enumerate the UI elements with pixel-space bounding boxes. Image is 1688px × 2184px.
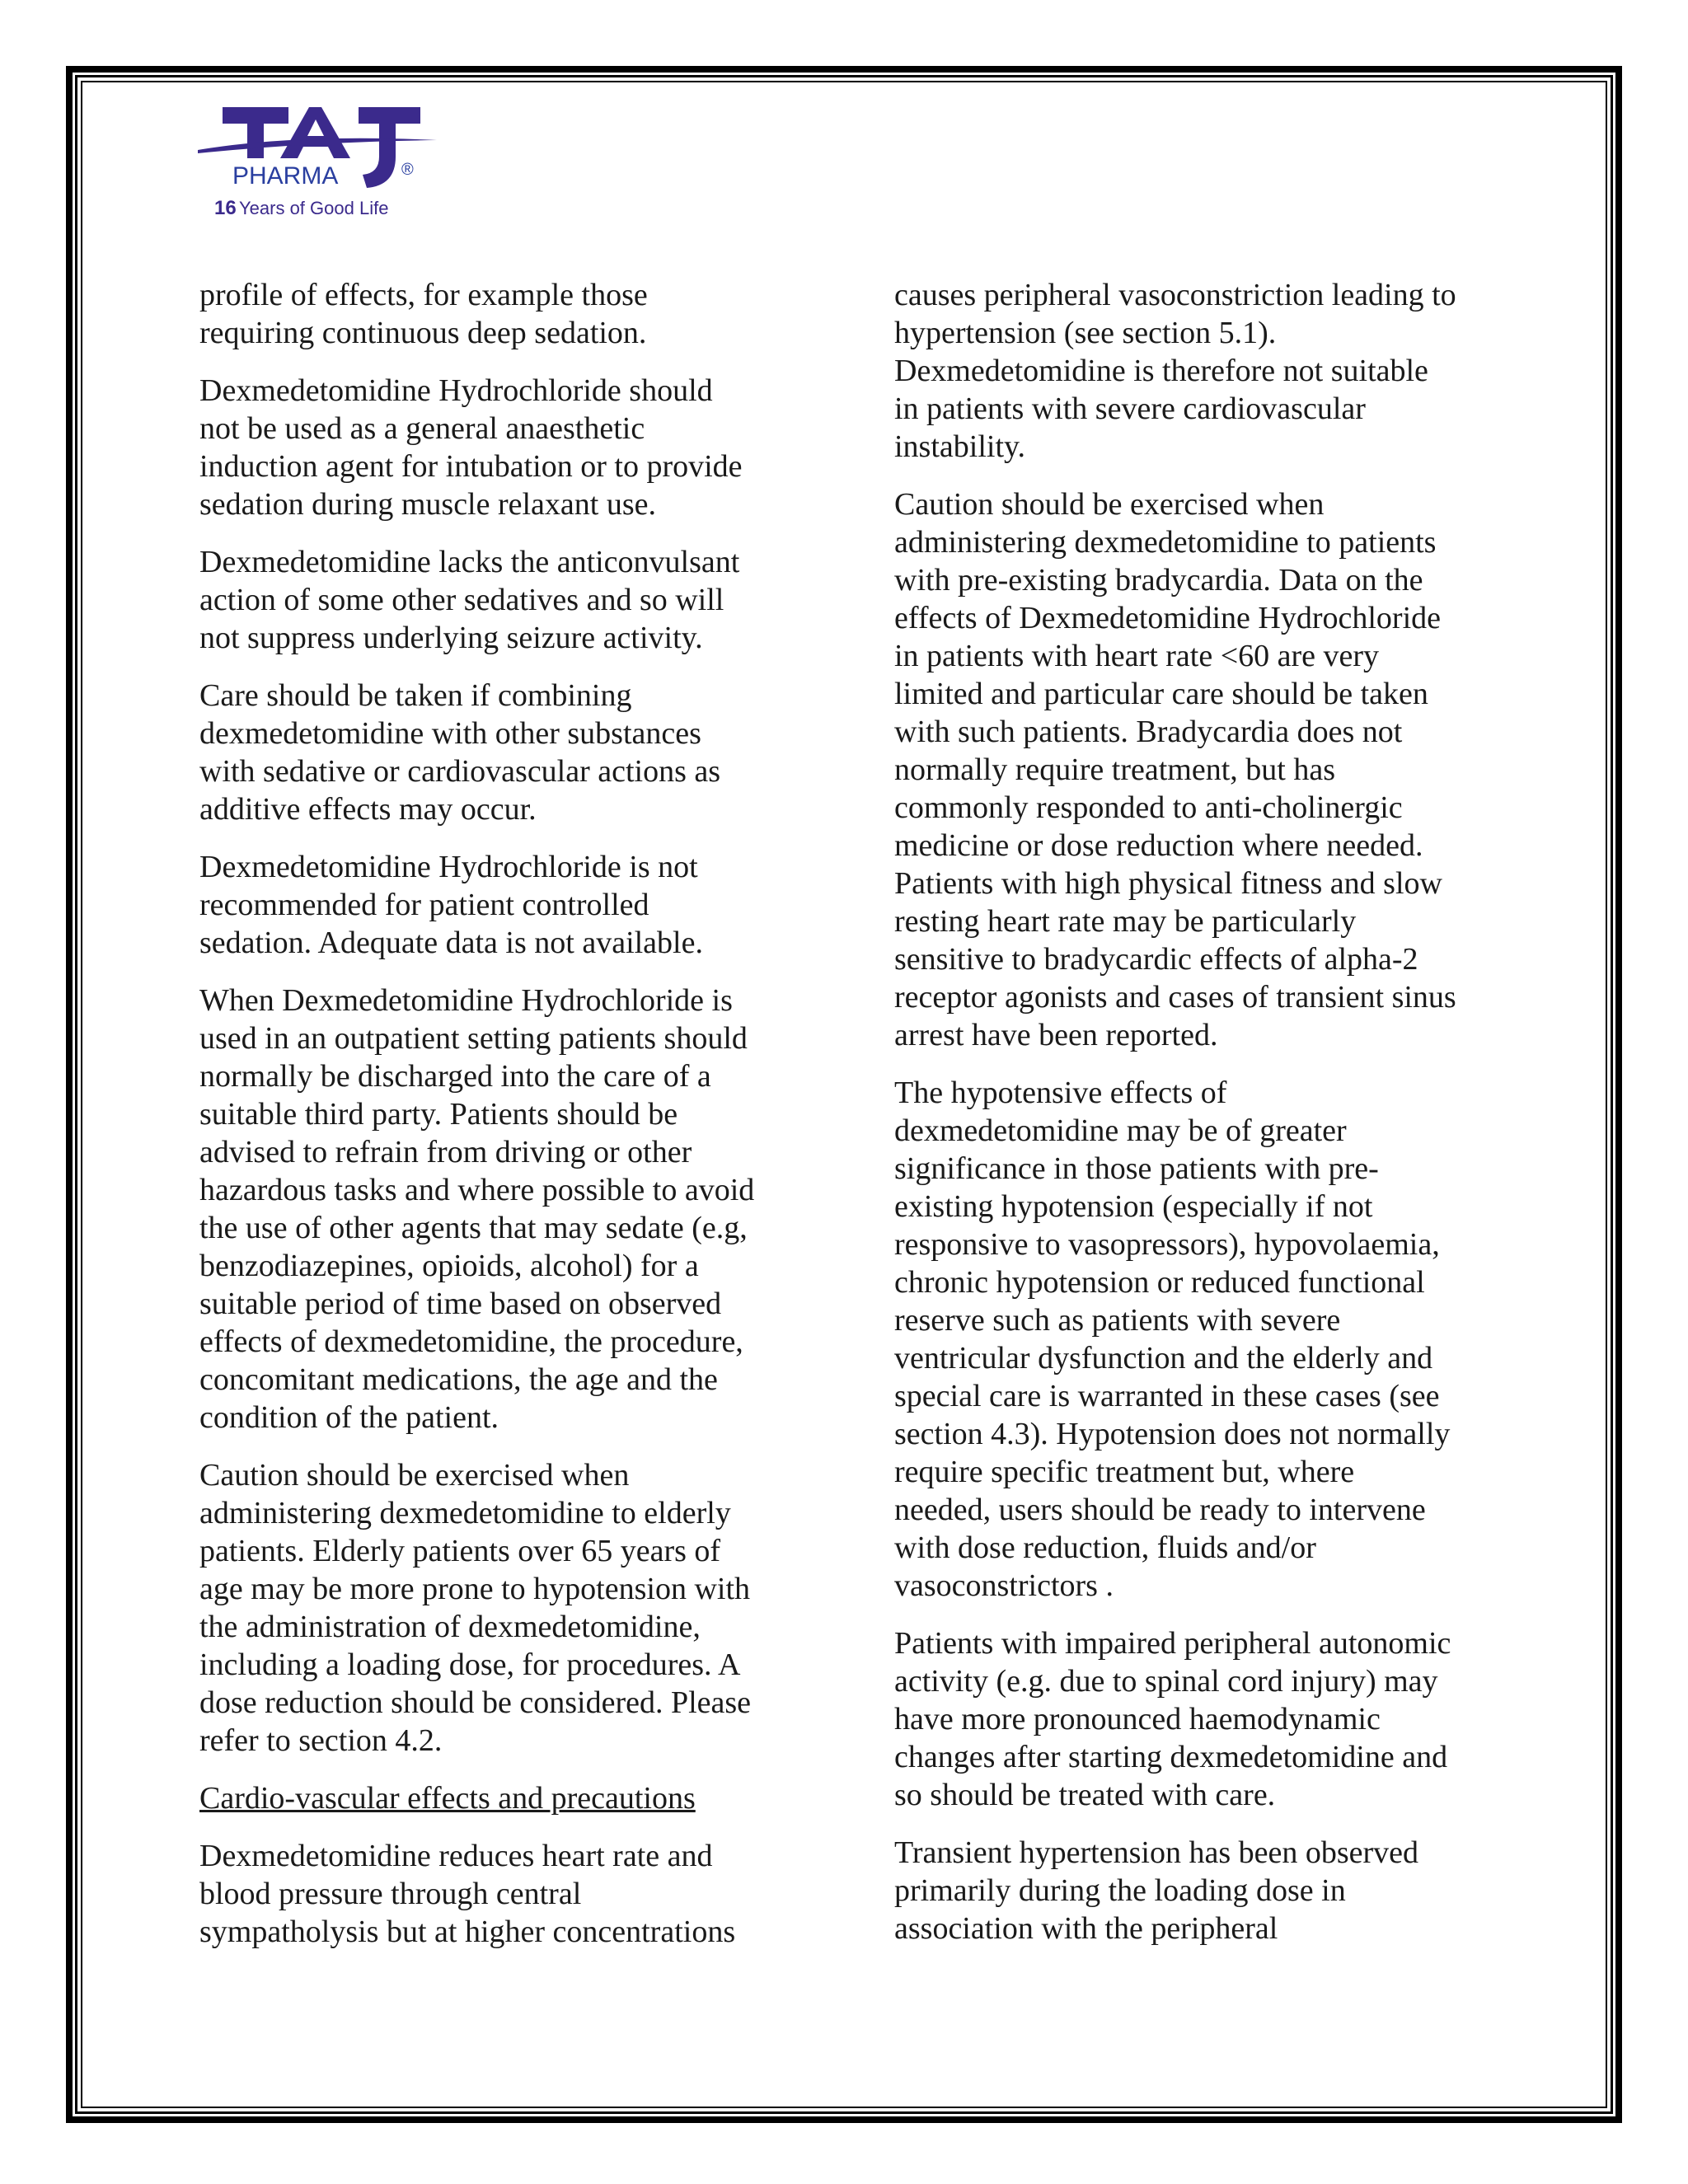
right-column <box>894 276 1488 1967</box>
section-heading: Cardio-vascular effects and precautions <box>199 1781 696 1816</box>
paragraph: Dexmedetomidine Hydrochloride should not be used as a general anaesthetic induction agent for intubation or to provide sedation during muscle relaxant use. <box>199 373 743 522</box>
logo-tagline-number: 16 <box>214 197 237 219</box>
paragraph: Care should be taken if combining dexmedetomidine with other substances with sedative or cardiovascular actions as additive effects may occur. <box>199 678 721 827</box>
logo-registered-mark: ® <box>401 161 414 179</box>
paragraph: Transient hypertension has been observed primarily during the loading dose in association with the peripheral <box>894 1835 1419 1946</box>
taj-pharma-logo <box>198 99 445 239</box>
paragraph: causes peripheral vasoconstriction leading to hypertension (see section 5.1). Dexmedetomidine is therefore not suitable in patients with severe cardiovascular instability. <box>894 278 1456 464</box>
logo-name: PHARMA <box>232 162 339 190</box>
paragraph: Dexmedetomidine reduces heart rate and blood pressure through central sympatholysis but at higher concentrations <box>199 1839 736 1949</box>
paragraph: profile of effects, for example those requiring continuous deep sedation. <box>199 278 648 350</box>
paragraph: The hypotensive effects of dexmedetomidine may be of greater significance in those patients with pre- existing hypotension (especially if not responsive to vasopressors), hypovolaemia, chronic hypotension or reduced functional reserve such as patients with severe ventricular dysfunction and the elderly and special care is warranted in these cases (see section 4.3). Hypotension does not normally require specific treatment but, where needed, users should be ready to intervene with dose reduction, fluids and/or vasoconstrictors . <box>894 1076 1451 1603</box>
paragraph: Caution should be exercised when administering dexmedetomidine to elderly patients. Elderly patients over 65 years of age may be more prone to hypotension with the administration of dexmedetomidine, including a loading dose, for procedures. A dose reduction should be considered. Please refer to section 4.2. <box>199 1458 752 1758</box>
paragraph: Dexmedetomidine Hydrochloride is not recommended for patient controlled sedation. Adequate data is not available. <box>199 850 703 960</box>
logo-tagline-text: Years of Good Life <box>239 198 389 218</box>
paragraph: Caution should be exercised when administering dexmedetomidine to patients with pre-existing bradycardia. Data on the effects of Dexmedetomidine Hydrochloride in patients with heart rate <60 are very limited and particular care should be taken with such patients. Bradycardia does not normally require treatment, but has commonly responded to anti-cholinergic medicine or dose reduction where needed. Patients with high physical fitness and slow resting heart rate may be particularly sensitive to bradycardic effects of alpha-2 receptor agonists and cases of transient sinus arrest have been reported. <box>894 487 1456 1052</box>
paragraph: Dexmedetomidine lacks the anticonvulsant action of some other sedatives and so will not suppress underlying seizure activity. <box>199 545 740 655</box>
left-column <box>199 276 793 1971</box>
paragraph: When Dexmedetomidine Hydrochloride is used in an outpatient setting patients should normally be discharged into the care of a suitable third party. Patients should be advised to refrain from driving or other hazardous tasks and where possible to avoid the use of other agents that may sedate (e.g, benzodiazepines, opioids, alcohol) for a suitable period of time based on observed effects of dexmedetomidine, the procedure, concomitant medications, the age and the condition of the patient. <box>199 983 755 1435</box>
paragraph: Patients with impaired peripheral autonomic activity (e.g. due to spinal cord injury) may have more pronounced haemodynamic changes after starting dexmedetomidine and so should be treated with care. <box>894 1626 1451 1812</box>
